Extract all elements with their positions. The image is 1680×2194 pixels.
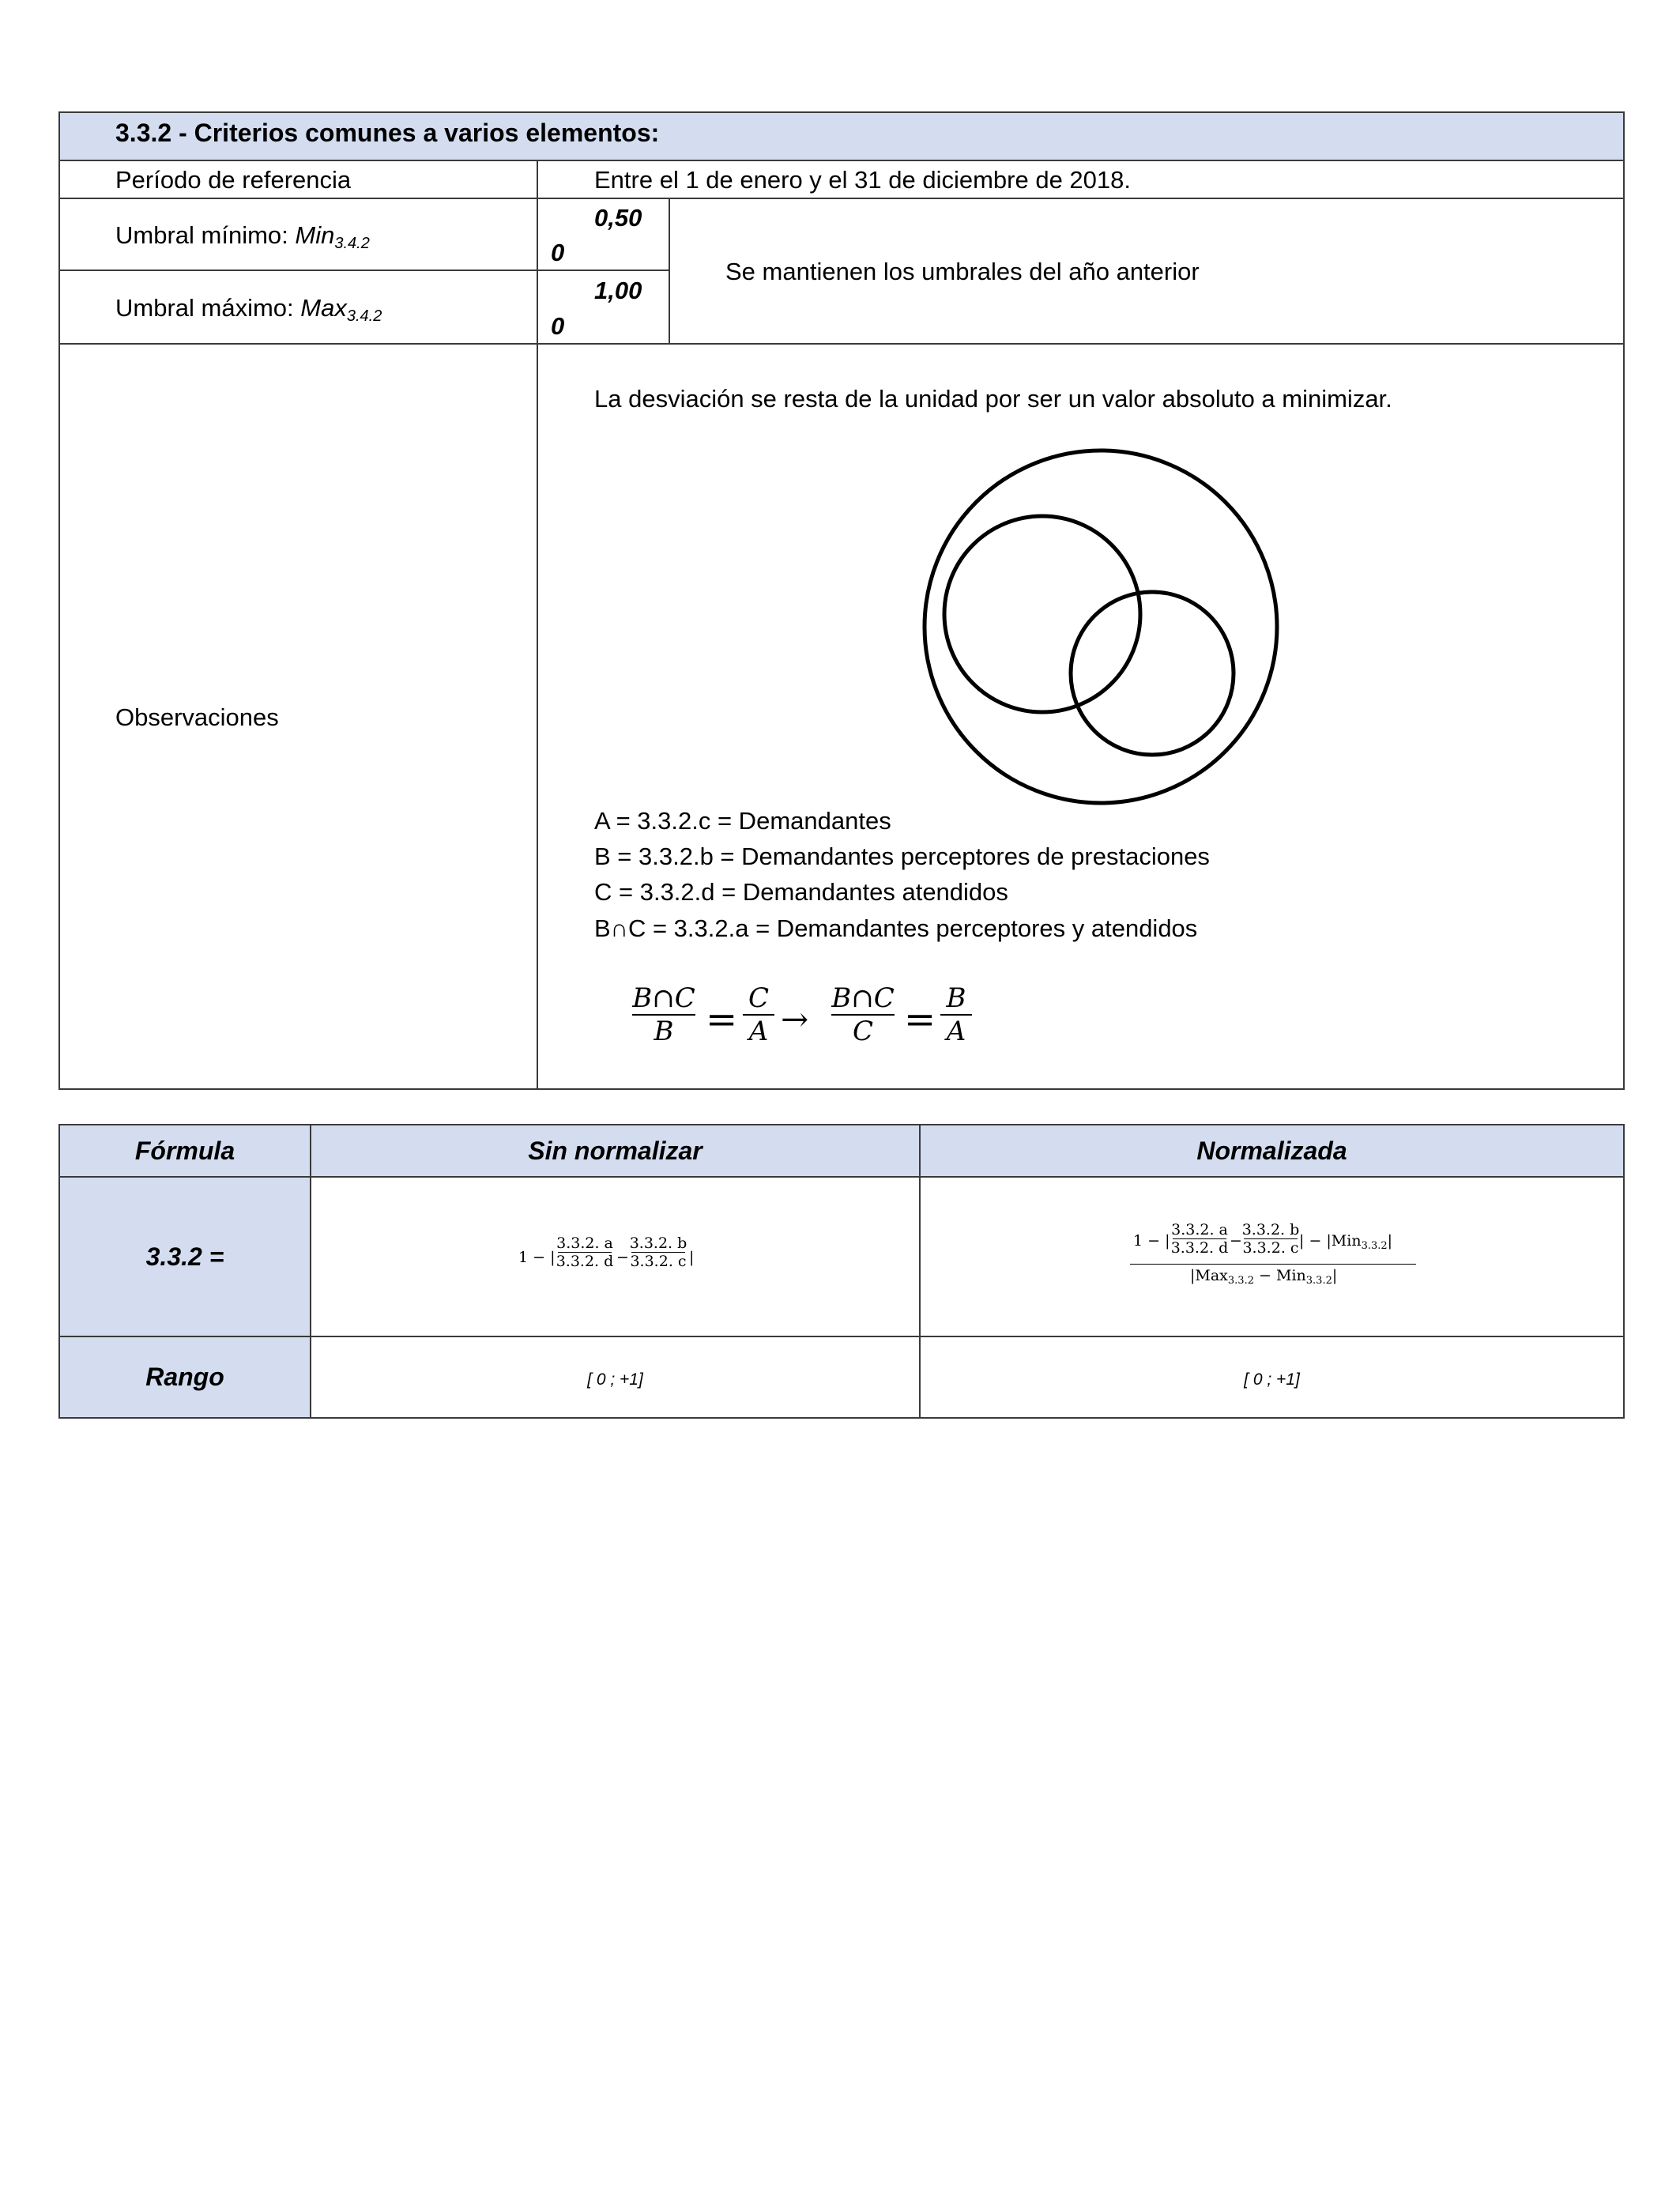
range-normalized: [ 0 ; +1] [1244,1370,1300,1389]
norm-denominator: |Max$_{3.3.2}$ − Min$_{3.3.2}$| [1190,1267,1338,1287]
threshold-note: Se mantienen los umbrales del año anterior [725,258,1200,285]
raw-minus: − [616,1249,629,1266]
header-formula: Fórmula [134,1137,235,1165]
equation-fraction-1: B∩C B [632,982,695,1047]
raw-fraction-ad: 3.3.2. a 3.3.2. d [556,1235,614,1270]
venn-diagram [909,443,1288,806]
max-value-bottom: 0 [551,312,565,340]
equation-fraction-4: B A [940,982,972,1047]
min-threshold-label: Umbral mínimo: Min$_{3.4.2}$ [115,221,370,252]
equation-fraction-3: B∩C C [831,982,895,1047]
venn-circle-a [925,450,1277,803]
definition-b: B = 3.3.2.b = Demandantes perceptores de prestaciones [594,843,1210,870]
norm-main-bar [1130,1264,1416,1265]
norm-minus: − [1230,1232,1242,1250]
period-label: Período de referencia [115,166,352,194]
equation-arrow: → [781,1000,809,1039]
period-value: Entre el 1 de enero y el 31 de diciembre de 2018. [594,166,1132,194]
range-label: Rango [145,1363,224,1391]
definition-bc: B∩C = 3.3.2.a = Demandantes perceptores y atendidos [594,914,1198,942]
observations-intro: La desviación se resta de la unidad por ser un valor absoluto a minimizar. [594,385,1392,413]
range-raw: [ 0 ; +1] [587,1370,643,1389]
min-value-bottom: 0 [551,239,565,266]
header-raw: Sin normalizar [528,1137,703,1165]
equation-fraction-2: C A [743,982,774,1047]
raw-close: | [689,1249,695,1266]
max-threshold-label: Umbral máximo: Max$_{3.4.2}$ [115,294,382,325]
equation-equals-2: = [904,997,936,1042]
norm-fraction-ad: 3.3.2. a 3.3.2. d [1170,1221,1229,1257]
observations-label: Observaciones [115,703,279,731]
raw-formula [518,1231,724,1287]
section-title: 3.3.2 - Criterios comunes a varios elementos: [115,119,660,147]
normalized-formula [1128,1221,1429,1292]
venn-circle-c [1071,592,1234,755]
raw-one-minus: 1 − | [518,1249,556,1266]
norm-tail: | − |Min$_{3.3.2}$| [1299,1232,1393,1252]
max-value-top: 1,00 [594,277,642,304]
header-normalized: Normalizada [1196,1137,1347,1165]
raw-fraction-bc: 3.3.2. b 3.3.2. c [629,1235,687,1270]
venn-circle-b [944,516,1140,712]
norm-fraction-bc: 3.3.2. b 3.3.2. c [1241,1221,1300,1257]
min-value-top: 0,50 [594,204,642,232]
norm-one-minus: 1 − | [1133,1232,1170,1250]
definition-a: A = 3.3.2.c = Demandantes [594,807,891,835]
formula-label: 3.3.2 = [145,1242,224,1271]
definition-c: C = 3.3.2.d = Demandantes atendidos [594,878,1008,906]
equation-equals-1: = [706,997,738,1042]
